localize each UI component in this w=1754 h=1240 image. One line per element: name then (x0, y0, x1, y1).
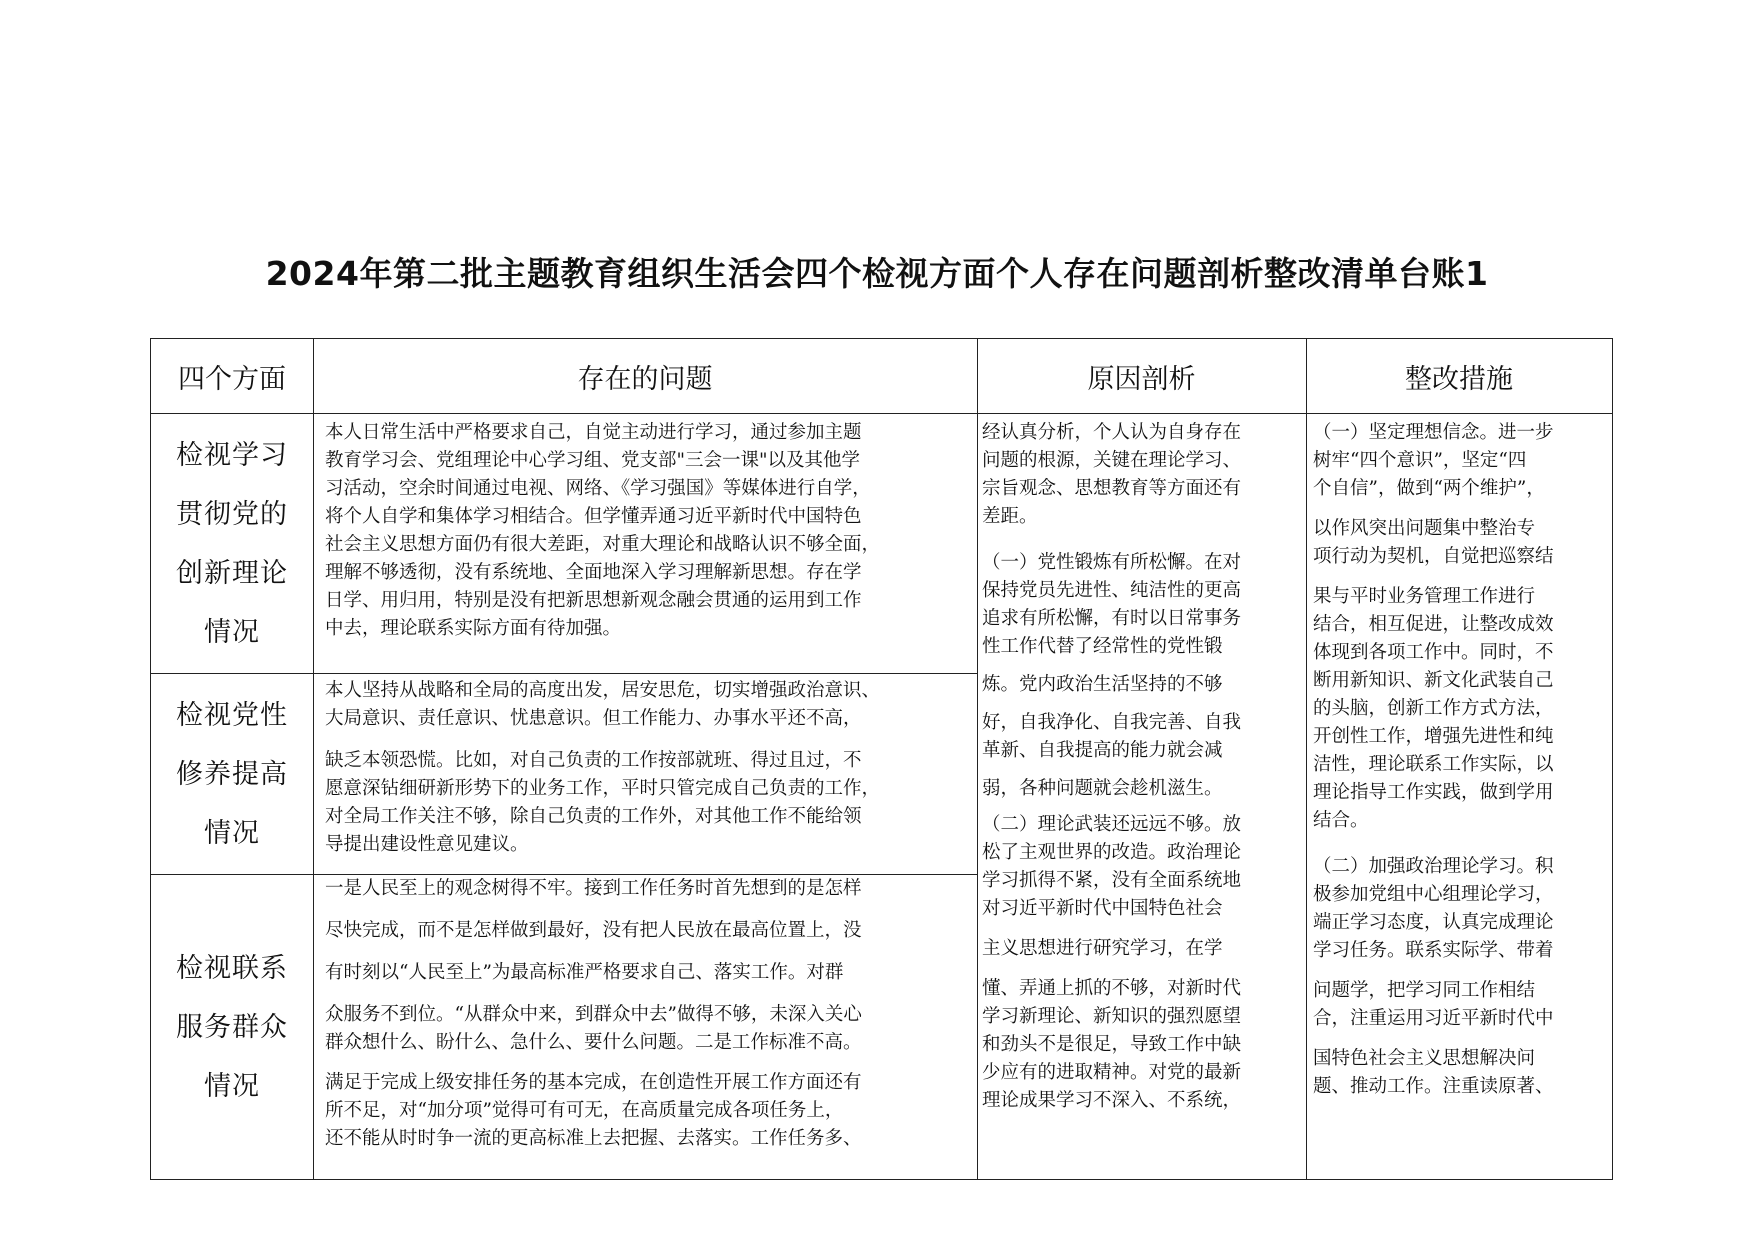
col-divider-1 (313, 339, 314, 1179)
cause-line: 差距。 (982, 506, 1038, 527)
aspect-cell-party-spirit (151, 674, 313, 874)
problem-line: 满足于完成上级安排任务的基本完成，在创造性开展工作方面还有 (325, 1072, 862, 1093)
cause-line: 宗旨观念、思想教育等方面还有 (982, 478, 1242, 499)
aspect-line: 检视联系 (176, 952, 288, 984)
measure-line: 国特色社会主义思想解决问 (1313, 1048, 1536, 1069)
problem-line: 理解不够透彻，没有系统地、全面地深入学习理解新思想。存在学 (325, 562, 862, 583)
problem-line: 有时刻以“人民至上”为最高标准严格要求自己、落实工作。对群 (325, 962, 844, 983)
measure-line: 极参加党组中心组理论学习， (1313, 884, 1554, 905)
problem-line: 导提出建设性意见建议。 (325, 834, 529, 855)
cause-line: 对习近平新时代中国特色社会 (982, 898, 1223, 919)
cause-line: 保持党员先进性、纯洁性的更高 (982, 580, 1242, 601)
header-problem: 存在的问题 (577, 363, 713, 395)
measure-line: 开创性工作，增强先进性和纯 (1313, 726, 1554, 747)
problem-line: 习活动，空余时间通过电视、网络、《学习强国》等媒体进行自学， (325, 478, 871, 499)
cause-line: 炼。党内政治生活坚持的不够 (982, 674, 1223, 695)
measure-line: 结合。 (1313, 810, 1369, 831)
page-title: 2024年第二批主题教育组织生活会四个检视方面个人存在问题剖析整改清单台账1 (265, 254, 1489, 293)
aspect-line: 修养提高 (176, 758, 288, 790)
measure-line: 问题学，把学习同工作相结 (1313, 980, 1536, 1001)
problem-line: 社会主义思想方面仍有很大差距，对重大理论和战略认识不够全面， (325, 534, 881, 555)
aspect-line: 贯彻党的 (176, 498, 288, 530)
measure-line: 端正学习态度，认真完成理论 (1313, 912, 1554, 933)
measure-line: 个自信”，做到“两个维护”， (1313, 478, 1545, 499)
measure-line: 以作风突出问题集中整治专 (1313, 518, 1536, 539)
measure-line: 的头脑，创新工作方式方法， (1313, 698, 1554, 719)
problem-line: 将个人自学和集体学习相结合。但学懂弄通习近平新时代中国特色 (325, 506, 862, 527)
aspect-line: 情况 (204, 1070, 260, 1102)
problem-line: 群众想什么、盼什么、急什么、要什么问题。二是工作标准不高。 (325, 1032, 862, 1053)
col-divider-2 (977, 339, 978, 1179)
cause-line: 问题的根源，关键在理论学习、 (982, 450, 1242, 471)
measure-line: 洁性，理论联系工作实际，以 (1313, 754, 1554, 775)
aspect-line: 情况 (204, 817, 260, 849)
cause-line: 松了主观世界的改造。政治理论 (982, 842, 1242, 863)
problem-line: 还不能从时时争一流的更高标准上去把握、去落实。工作任务多、 (325, 1128, 862, 1149)
measure-line: （二）加强政治理论学习。积 (1313, 856, 1554, 877)
cause-line: （二）理论武装还远远不够。放 (982, 814, 1242, 835)
problem-cell-masses (325, 875, 965, 1153)
cause-line: 革新、自我提高的能力就会减 (982, 740, 1223, 761)
cause-line: 主义思想进行研究学习，在学 (982, 938, 1223, 959)
aspect-cell-study (151, 414, 313, 673)
problem-line: 一是人民至上的观念树得不牢。接到工作任务时首先想到的是怎样 (325, 878, 862, 899)
cause-line: 学习新理论、新知识的强烈愿望 (982, 1006, 1242, 1027)
problem-line: 众服务不到位。“从群众中来，到群众中去”做得不够，未深入关心 (325, 1004, 862, 1025)
problem-line: 中去，理论联系实际方面有待加强。 (325, 618, 622, 639)
header-divider (151, 413, 1612, 414)
cause-line: 理论成果学习不深入、不系统， (982, 1090, 1242, 1111)
problem-line: 尽快完成，而不是怎样做到最好，没有把人民放在最高位置上，没 (325, 920, 862, 941)
cause-line: 和劲头不是很足，导致工作中缺 (982, 1034, 1242, 1055)
cause-line: 弱，各种问题就会趁机滋生。 (982, 778, 1223, 799)
measure-line: 体现到各项工作中。同时，不 (1313, 642, 1554, 663)
problem-line: 对全局工作关注不够，除自己负责的工作外，对其他工作不能给领 (325, 806, 862, 827)
measure-line: 断用新知识、新文化武装自己 (1313, 670, 1554, 691)
measure-line: 合，注重运用习近平新时代中 (1313, 1008, 1554, 1029)
measure-line: 树牢“四个意识”，坚定“四 (1313, 450, 1527, 471)
problem-line: 教育学习会、党组理论中心学习组、党支部"三会一课"以及其他学 (325, 450, 861, 471)
col-divider-3 (1306, 339, 1307, 1179)
rectification-table (150, 338, 1613, 1180)
measure-line: 理论指导工作实践，做到学用 (1313, 782, 1554, 803)
cause-line: 经认真分析，个人认为自身存在 (982, 422, 1242, 443)
problem-line: 日学、用归用，特别是没有把新思想新观念融会贯通的运用到工作 (325, 590, 862, 611)
cause-cell (982, 419, 1298, 1115)
problem-line: 愿意深钻细研新形势下的业务工作，平时只管完成自己负责的工作， (325, 778, 881, 799)
aspect-line: 服务群众 (176, 1011, 288, 1043)
aspect-cell-masses (151, 875, 313, 1179)
measure-line: 结合，相互促进，让整改成效 (1313, 614, 1554, 635)
header-measure: 整改措施 (1405, 363, 1513, 395)
aspect-line: 检视学习 (176, 439, 288, 471)
header-cause: 原因剖析 (1087, 363, 1196, 395)
cause-line: 懂、弄通上抓的不够，对新时代 (982, 978, 1242, 999)
aspect-line: 创新理论 (176, 557, 288, 589)
cause-line: 好，自我净化、自我完善、自我 (982, 712, 1242, 733)
measure-line: 学习任务。联系实际学、带着 (1313, 940, 1554, 961)
cause-line: （一）党性锻炼有所松懈。在对 (982, 552, 1242, 573)
cause-line: 追求有所松懈，有时以日常事务 (982, 608, 1242, 629)
problem-line: 大局意识、责任意识、忧患意识。但工作能力、办事水平还不高， (325, 708, 862, 729)
cause-line: 性工作代替了经常性的党性锻 (982, 636, 1223, 657)
problem-cell-study (325, 419, 965, 643)
measure-line: 题、推动工作。注重读原著、 (1313, 1076, 1554, 1097)
measure-line: 果与平时业务管理工作进行 (1313, 586, 1536, 607)
aspect-line: 检视党性 (176, 699, 288, 731)
cause-line: 少应有的进取精神。对党的最新 (982, 1062, 1242, 1083)
problem-line: 本人坚持从战略和全局的高度出发，居安思危，切实增强政治意识、 (325, 680, 881, 701)
measure-line: 项行动为契机，自觉把巡察结 (1313, 546, 1554, 567)
problem-line: 缺乏本领恐慌。比如，对自己负责的工作按部就班、得过且过，不 (325, 750, 862, 771)
problem-line: 本人日常生活中严格要求自己，自觉主动进行学习，通过参加主题 (325, 422, 862, 443)
aspect-line: 情况 (204, 616, 260, 648)
measure-line: （一）坚定理想信念。进一步 (1313, 422, 1554, 443)
cause-line: 学习抓得不紧，没有全面系统地 (982, 870, 1242, 891)
header-aspect: 四个方面 (178, 363, 286, 395)
problem-cell-party-spirit (325, 677, 965, 859)
problem-line: 所不足，对“加分项”觉得可有可无，在高质量完成各项任务上， (325, 1100, 844, 1121)
measure-cell (1313, 419, 1603, 1101)
